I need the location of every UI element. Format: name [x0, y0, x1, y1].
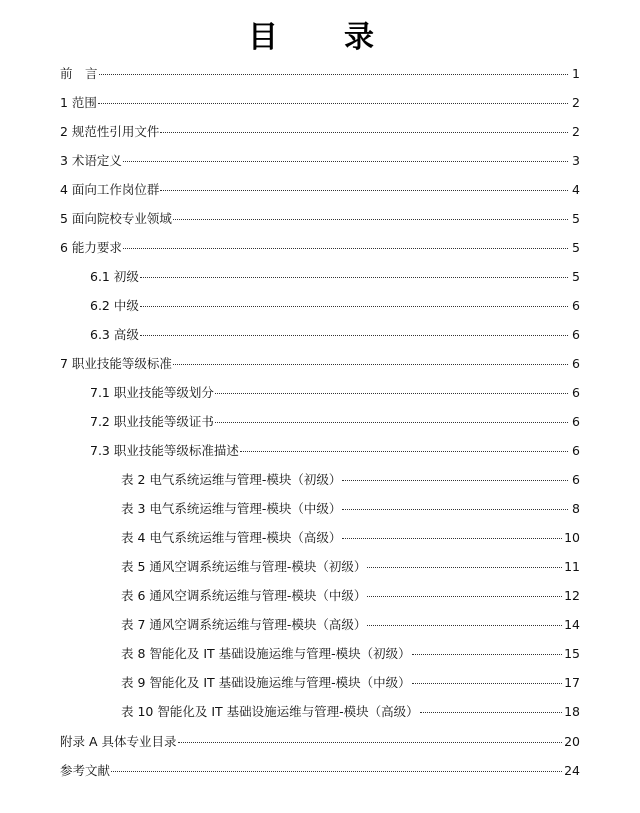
dot-leader [160, 190, 568, 191]
dot-leader [367, 596, 562, 597]
toc-page-number: 5 [572, 240, 580, 255]
toc-page-number: 12 [564, 588, 580, 603]
dot-leader [173, 219, 568, 220]
toc-entry-label: 表 2 电气系统运维与管理-模块（初级） [121, 472, 342, 487]
toc-title: 目 录 [248, 20, 392, 55]
toc-entry-job-groups[interactable] [60, 180, 580, 200]
toc-entry-table-2[interactable] [121, 470, 580, 490]
toc-entry-normative-references[interactable] [60, 122, 580, 142]
toc-page-number: 1 [572, 66, 580, 81]
toc-entry-label: 2 规范性引用文件 [60, 124, 160, 139]
dot-leader [99, 74, 568, 75]
toc-page-number: 8 [572, 501, 580, 516]
toc-entry-table-8[interactable] [121, 644, 580, 664]
dot-leader [412, 654, 562, 655]
toc-entry-table-9[interactable] [121, 673, 580, 693]
toc-page-number: 10 [564, 530, 580, 545]
toc-entry-table-6[interactable] [121, 586, 580, 606]
toc-entry-majors[interactable] [60, 209, 580, 229]
toc-entry-foreword[interactable] [60, 64, 580, 84]
toc-entry-label: 4 面向工作岗位群 [60, 182, 160, 197]
dot-leader [123, 161, 568, 162]
toc-entry-label: 参考文献 [60, 763, 111, 778]
dot-leader [140, 335, 568, 336]
toc-entry-label: 表 7 通风空调系统运维与管理-模块（高级） [121, 617, 367, 632]
toc-entry-label: 6.1 初级 [90, 269, 139, 284]
toc-entry-terms[interactable] [60, 151, 580, 171]
toc-page-number: 6 [572, 356, 580, 371]
toc-page-number: 2 [572, 95, 580, 110]
toc-page-number: 14 [564, 617, 580, 632]
toc-entry-7-1[interactable] [90, 383, 580, 403]
toc-entry-7-3[interactable] [90, 441, 580, 461]
toc-page-number: 6 [572, 414, 580, 429]
toc-entry-7-2[interactable] [90, 412, 580, 432]
dot-leader [367, 567, 562, 568]
dot-leader [173, 364, 568, 365]
toc-entry-label: 表 5 通风空调系统运维与管理-模块（初级） [121, 559, 367, 574]
toc-entry-6-1[interactable] [90, 267, 580, 287]
toc-entry-6-2[interactable] [90, 296, 580, 316]
toc-page-number: 6 [572, 443, 580, 458]
toc-page-number: 15 [564, 646, 580, 661]
toc-page-number: 11 [564, 559, 580, 574]
dot-leader [412, 683, 562, 684]
toc-entry-label: 表 4 电气系统运维与管理-模块（高级） [121, 530, 342, 545]
toc-entry-label: 前 言 [60, 66, 98, 81]
toc-entry-table-3[interactable] [121, 499, 580, 519]
toc-entry-label: 7 职业技能等级标准 [60, 356, 172, 371]
toc-entry-label: 附录 A 具体专业目录 [60, 734, 177, 749]
toc-entry-label: 7.3 职业技能等级标准描述 [90, 443, 239, 458]
dot-leader [98, 103, 568, 104]
toc-entry-table-4[interactable] [121, 528, 580, 548]
toc-entry-scope[interactable] [60, 93, 580, 113]
dot-leader [342, 509, 568, 510]
toc-entry-table-5[interactable] [121, 557, 580, 577]
toc-entry-table-10[interactable] [121, 702, 580, 722]
toc-entry-label: 表 6 通风空调系统运维与管理-模块（中级） [121, 588, 367, 603]
toc-entry-label: 3 术语定义 [60, 153, 122, 168]
toc-page-number: 4 [572, 182, 580, 197]
dot-leader [111, 771, 562, 772]
toc-entry-label: 表 9 智能化及 IT 基础设施运维与管理-模块（中级） [121, 675, 411, 690]
dot-leader [367, 625, 562, 626]
toc-page-number: 18 [564, 704, 580, 719]
dot-leader [240, 451, 568, 452]
toc-entry-label: 6.2 中级 [90, 298, 139, 313]
toc-entry-label: 表 10 智能化及 IT 基础设施运维与管理-模块（高级） [121, 704, 419, 719]
dot-leader [215, 422, 568, 423]
toc-entry-label: 7.1 职业技能等级划分 [90, 385, 214, 400]
dot-leader [420, 712, 562, 713]
toc-page-number: 6 [572, 327, 580, 342]
toc-entry-ability-requirements[interactable] [60, 238, 580, 258]
toc-entry-label: 6.3 高级 [90, 327, 139, 342]
toc-entry-skill-standards[interactable] [60, 354, 580, 374]
toc-page-number: 6 [572, 385, 580, 400]
dot-leader [160, 132, 568, 133]
toc-entry-label: 1 范围 [60, 95, 97, 110]
dot-leader [140, 306, 568, 307]
toc-entry-label: 7.2 职业技能等级证书 [90, 414, 214, 429]
toc-entry-table-7[interactable] [121, 615, 580, 635]
toc-page-number: 3 [572, 153, 580, 168]
toc-page-number: 5 [572, 211, 580, 226]
dot-leader [342, 538, 562, 539]
dot-leader [140, 277, 568, 278]
toc-page-number: 24 [564, 763, 580, 778]
toc-entry-appendix-a[interactable] [60, 732, 580, 752]
dot-leader [215, 393, 568, 394]
toc-page-number: 6 [572, 472, 580, 487]
dot-leader [342, 480, 568, 481]
toc-page-number: 2 [572, 124, 580, 139]
toc-entry-label: 表 8 智能化及 IT 基础设施运维与管理-模块（初级） [121, 646, 411, 661]
toc-entry-label: 6 能力要求 [60, 240, 122, 255]
toc-page-number: 20 [564, 734, 580, 749]
toc-entry-label: 5 面向院校专业领域 [60, 211, 172, 226]
toc-page-number: 17 [564, 675, 580, 690]
toc-entry-references[interactable] [60, 761, 580, 781]
dot-leader [178, 742, 563, 743]
toc-entry-label: 表 3 电气系统运维与管理-模块（中级） [121, 501, 342, 516]
toc-entry-6-3[interactable] [90, 325, 580, 345]
toc-page-number: 6 [572, 298, 580, 313]
dot-leader [123, 248, 568, 249]
toc-page-number: 5 [572, 269, 580, 284]
